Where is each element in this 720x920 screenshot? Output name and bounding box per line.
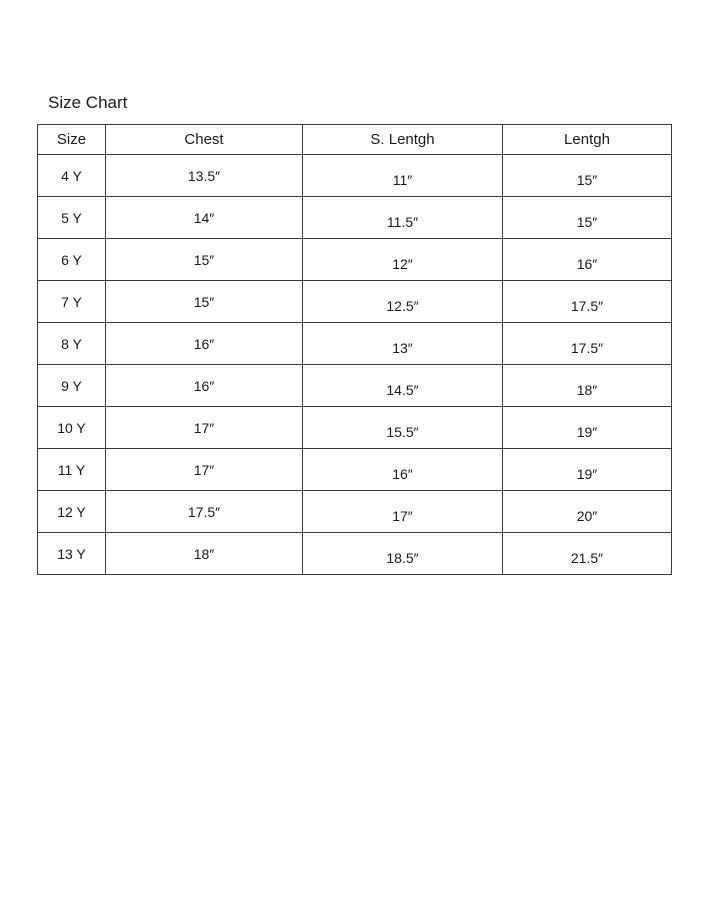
cell-chest: 13.5″ bbox=[106, 155, 303, 197]
cell-length: 19″ bbox=[503, 449, 672, 491]
header-row bbox=[38, 125, 672, 155]
table-row bbox=[38, 365, 672, 407]
cell-size: 8 Y bbox=[38, 323, 106, 365]
cell-size: 11 Y bbox=[38, 449, 106, 491]
table-row bbox=[38, 491, 672, 533]
table-row bbox=[38, 281, 672, 323]
table-row bbox=[38, 197, 672, 239]
cell-chest: 18″ bbox=[106, 533, 303, 575]
header-length: Lentgh bbox=[503, 125, 672, 155]
cell-size: 12 Y bbox=[38, 491, 106, 533]
cell-size: 10 Y bbox=[38, 407, 106, 449]
cell-size: 13 Y bbox=[38, 533, 106, 575]
cell-length: 18″ bbox=[503, 365, 672, 407]
cell-size: 5 Y bbox=[38, 197, 106, 239]
cell-length: 16″ bbox=[503, 239, 672, 281]
cell-length: 15″ bbox=[503, 197, 672, 239]
cell-chest: 14″ bbox=[106, 197, 303, 239]
cell-chest: 16″ bbox=[106, 365, 303, 407]
cell-s-length: 15.5″ bbox=[303, 407, 503, 449]
cell-size: 7 Y bbox=[38, 281, 106, 323]
cell-chest: 17″ bbox=[106, 407, 303, 449]
header-chest: Chest bbox=[106, 125, 303, 155]
cell-s-length: 11″ bbox=[303, 155, 503, 197]
cell-s-length: 17″ bbox=[303, 491, 503, 533]
cell-length: 20″ bbox=[503, 491, 672, 533]
page-title: Size Chart bbox=[48, 93, 128, 112]
cell-chest: 16″ bbox=[106, 323, 303, 365]
cell-s-length: 14.5″ bbox=[303, 365, 503, 407]
size-chart-table bbox=[37, 124, 672, 575]
cell-s-length: 16″ bbox=[303, 449, 503, 491]
cell-chest: 17.5″ bbox=[106, 491, 303, 533]
table-row bbox=[38, 407, 672, 449]
cell-s-length: 18.5″ bbox=[303, 533, 503, 575]
table-header bbox=[38, 125, 672, 155]
table-row bbox=[38, 533, 672, 575]
header-s-length: S. Lentgh bbox=[303, 125, 503, 155]
cell-length: 15″ bbox=[503, 155, 672, 197]
cell-length: 17.5″ bbox=[503, 323, 672, 365]
cell-size: 9 Y bbox=[38, 365, 106, 407]
header-size: Size bbox=[38, 125, 106, 155]
cell-chest: 15″ bbox=[106, 281, 303, 323]
cell-length: 21.5″ bbox=[503, 533, 672, 575]
table-row bbox=[38, 449, 672, 491]
table-row bbox=[38, 155, 672, 197]
cell-s-length: 11.5″ bbox=[303, 197, 503, 239]
table-row bbox=[38, 239, 672, 281]
cell-length: 19″ bbox=[503, 407, 672, 449]
cell-size: 4 Y bbox=[38, 155, 106, 197]
cell-s-length: 12.5″ bbox=[303, 281, 503, 323]
table-body bbox=[38, 155, 672, 575]
cell-s-length: 12″ bbox=[303, 239, 503, 281]
cell-chest: 17″ bbox=[106, 449, 303, 491]
cell-size: 6 Y bbox=[38, 239, 106, 281]
table-row bbox=[38, 323, 672, 365]
cell-chest: 15″ bbox=[106, 239, 303, 281]
cell-length: 17.5″ bbox=[503, 281, 672, 323]
cell-s-length: 13″ bbox=[303, 323, 503, 365]
